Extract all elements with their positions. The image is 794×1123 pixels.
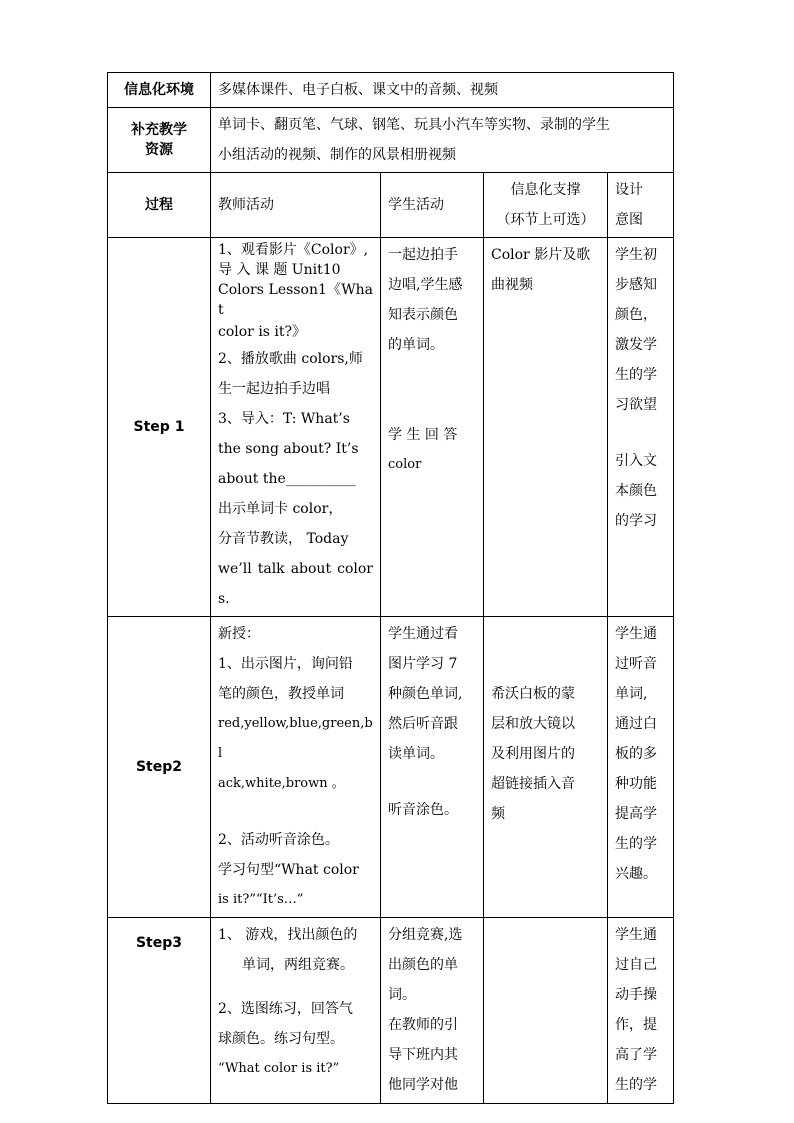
header-info-line2: （环节上可选） xyxy=(496,212,595,228)
step1-design xyxy=(608,238,674,617)
step1-teacher-line: 2、播放歌曲 colors,师 xyxy=(218,351,363,367)
step2-teacher-line: 学习句型“What color xyxy=(218,862,359,878)
step2-student-line: 种颜色单词, xyxy=(388,686,463,702)
step3-student-line: 出颜色的单 xyxy=(388,957,458,973)
step3-design-line: 动手操 xyxy=(615,987,657,1003)
step1-teacher xyxy=(211,238,381,617)
step1-design-line: 本颜色 xyxy=(615,483,657,499)
step2-teacher-line: 新授： xyxy=(218,626,260,642)
step1-student-line: 知表示颜色 xyxy=(388,307,458,323)
step3-student-line: 他同学对他 xyxy=(388,1077,458,1093)
env-value: 多媒体课件、电子白板、课文中的音频、视频 xyxy=(211,73,674,108)
step2-teacher-line: red,yellow,blue,green,bl xyxy=(218,716,373,761)
step1-info-line: Color 影片及歌 xyxy=(491,247,591,263)
resources-label xyxy=(108,108,211,173)
step2-student-line: 然后听音跟 xyxy=(388,716,458,732)
step2-info-line: 及利用图片的 xyxy=(491,746,575,762)
step2-label: Step2 xyxy=(108,617,211,918)
row-environment xyxy=(108,73,674,108)
resources-label-line1: 补充教学 xyxy=(131,122,187,138)
step2-student xyxy=(381,617,484,918)
step1-student-line: 学 生 回 答 xyxy=(388,427,458,443)
step2-teacher-line: ack,white,brown 。 xyxy=(218,776,345,791)
step2-student-line: 读单词。 xyxy=(388,746,444,762)
step3-teacher-line: “What color is it?” xyxy=(218,1061,340,1076)
step1-student-line: color xyxy=(388,457,422,472)
header-design-line2: 意图 xyxy=(615,212,643,228)
step2-info-line: 超链接插入音 xyxy=(491,776,575,792)
step1-teacher-line: 分音节教读， Today xyxy=(218,531,349,547)
row-step2 xyxy=(108,617,674,918)
step1-design-line: 习欲望 xyxy=(615,397,657,413)
step1-teacher-line: we’ll talk about colors. xyxy=(218,561,373,607)
step3-label: Step3 xyxy=(108,918,211,1104)
step3-teacher-line: 1、 游戏，找出颜色的 xyxy=(218,927,358,943)
header-student: 学生活动 xyxy=(381,173,484,238)
step1-info xyxy=(484,238,608,617)
step2-info-line: 频 xyxy=(491,806,505,822)
step2-design xyxy=(608,617,674,918)
step3-teacher-line: 球颜色。练习句型。 xyxy=(218,1031,344,1047)
step3-design-line: 过自己 xyxy=(615,957,657,973)
step3-design-line: 作，提 xyxy=(615,1017,657,1033)
step1-teacher-line: 1、观看影片《Color》, xyxy=(218,242,369,258)
step1-teacher-line: 3、导入：T: What’s xyxy=(218,411,350,427)
step3-teacher-line: 2、选图练习，回答气 xyxy=(218,1001,353,1017)
resources-line1: 单词卡、翻页笔、气球、钢笔、玩具小汽车等实物、录制的学生 xyxy=(218,117,610,133)
header-teacher: 教师活动 xyxy=(211,173,381,238)
step1-design-line: 的学习 xyxy=(615,513,657,529)
spacer xyxy=(388,769,476,795)
step2-design-line: 单词, xyxy=(615,686,648,702)
header-info xyxy=(484,173,608,238)
step1-teacher-line: about the__________ xyxy=(218,471,356,487)
step3-info xyxy=(484,918,608,1104)
step2-design-line: 学生通 xyxy=(615,626,657,642)
step2-student-line: 学生通过看 xyxy=(388,626,458,642)
row-resources xyxy=(108,108,674,173)
env-label: 信息化环境 xyxy=(108,73,211,108)
row-step1 xyxy=(108,238,674,617)
step2-teacher-line: 2、活动听音涂色。 xyxy=(218,832,339,848)
step3-design-line: 高了学 xyxy=(615,1047,657,1063)
step3-design-line: 学生通 xyxy=(615,927,657,943)
step2-student-line: 听音涂色。 xyxy=(388,802,458,818)
step1-student-line: 一起边拍手 xyxy=(388,247,458,263)
step3-design xyxy=(608,918,674,1104)
step1-teacher-line: color is it?》 xyxy=(218,324,307,340)
step1-design-line: 步感知 xyxy=(615,277,657,293)
spacer xyxy=(218,799,373,825)
spacer xyxy=(615,420,666,446)
step1-design-line: 颜色， xyxy=(615,307,657,323)
step3-student-line: 分组竞赛,选 xyxy=(388,927,463,943)
step1-student-line: 边唱,学生感 xyxy=(388,277,463,293)
step1-design-line: 激发学 xyxy=(615,337,657,353)
row-step3 xyxy=(108,918,674,1104)
step1-teacher-line: Colors Lesson1《What xyxy=(218,282,373,318)
step1-design-line: 生的学 xyxy=(615,367,657,383)
step3-student-line: 导下班内其 xyxy=(388,1047,458,1063)
step1-info-line: 曲视频 xyxy=(491,277,533,293)
step1-teacher-line: the song about? It’s xyxy=(218,441,359,457)
header-info-line1: 信息化支撑 xyxy=(510,182,581,198)
step2-design-line: 种功能 xyxy=(615,776,657,792)
spacer xyxy=(388,360,476,420)
step3-design-line: 生的学 xyxy=(615,1077,657,1093)
step2-info-line: 希沃白板的蒙 xyxy=(491,686,575,702)
step2-teacher-line: 1、出示图片，询问铅 xyxy=(218,656,353,672)
spacer xyxy=(218,980,373,994)
header-design-line1: 设计 xyxy=(615,182,643,198)
step2-design-line: 生的学 xyxy=(615,836,657,852)
step2-design-line: 过听音 xyxy=(615,656,657,672)
step1-label: Step 1 xyxy=(108,238,211,617)
step2-design-line: 兴趣。 xyxy=(615,866,657,882)
step3-teacher xyxy=(211,918,381,1104)
step1-teacher-line: 导 入 课 题 Unit10 xyxy=(218,262,341,278)
resources-line2: 小组活动的视频、制作的风景相册视频 xyxy=(218,147,456,163)
step3-student-line: 在教师的引 xyxy=(388,1017,458,1033)
step1-design-line: 引入文 xyxy=(615,453,657,469)
step2-teacher-line: 笔的颜色，教授单词 xyxy=(218,686,344,702)
step2-info xyxy=(484,617,608,918)
row-header xyxy=(108,173,674,238)
step3-student-line: 词。 xyxy=(388,987,416,1003)
lesson-plan-table xyxy=(107,72,674,1104)
step2-info-line: 层和放大镜以 xyxy=(491,716,575,732)
step1-student-line: 的单词。 xyxy=(388,337,444,353)
header-process: 过程 xyxy=(108,173,211,238)
step2-student-line: 图片学习 7 xyxy=(388,656,458,672)
step1-student xyxy=(381,238,484,617)
resources-label-line2: 资源 xyxy=(145,142,173,158)
step2-teacher xyxy=(211,617,381,918)
step2-design-line: 板的多 xyxy=(615,746,657,762)
step3-teacher-line: 单词，两组竞赛。 xyxy=(242,957,354,973)
step2-teacher-line: is it?”“It’s…” xyxy=(218,892,304,907)
step2-design-line: 提高学 xyxy=(615,806,657,822)
step1-design-line: 学生初 xyxy=(615,247,657,263)
step1-teacher-line: 生一起边拍手边唱 xyxy=(218,381,330,397)
step1-teacher-line: 出示单词卡 color， xyxy=(218,501,343,517)
header-design xyxy=(608,173,674,238)
step2-design-line: 通过白 xyxy=(615,716,657,732)
step3-student xyxy=(381,918,484,1104)
resources-value xyxy=(211,108,674,173)
